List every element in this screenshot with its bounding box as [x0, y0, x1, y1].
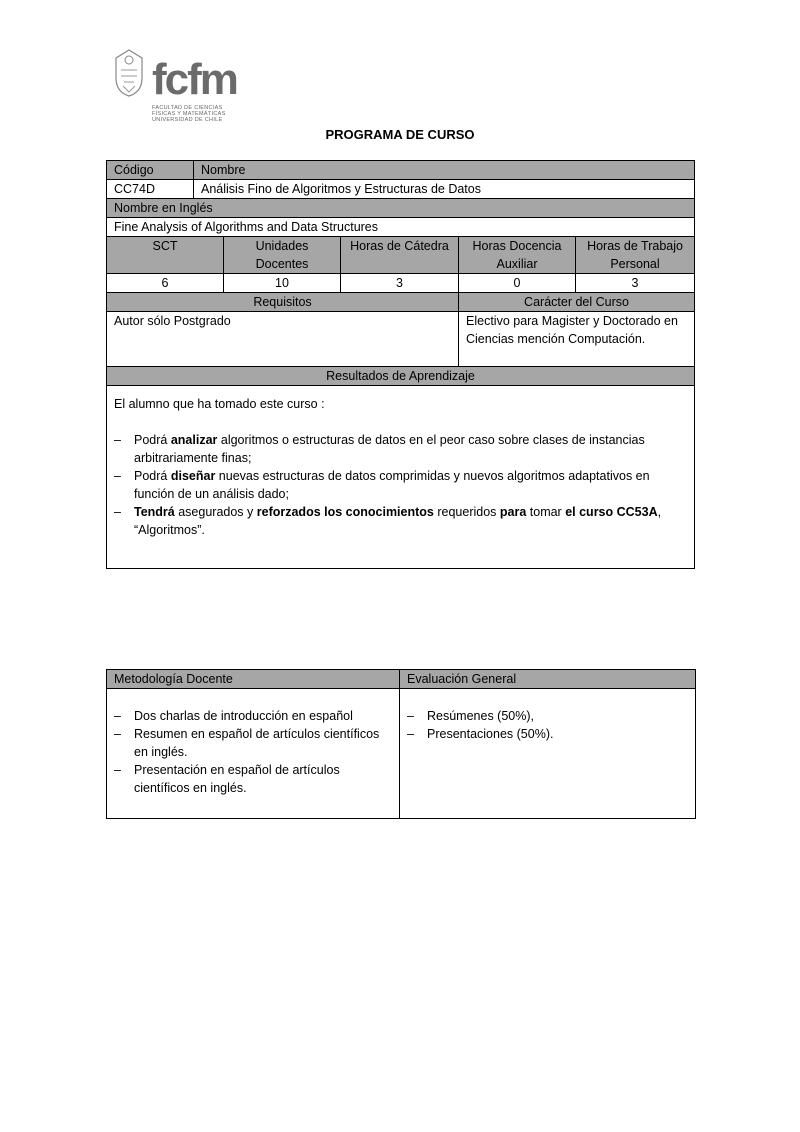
list-item: – Podrá diseñar nuevas estructuras de datos comprimidas y nuevos algoritmos adaptativos en función de un análisis dado;: [114, 467, 687, 503]
resultados-label: Resultados de Aprendizaje: [107, 367, 695, 386]
list-item: – Resumen en español de artículos científicos en inglés.: [114, 725, 392, 761]
metodologia-list: [114, 707, 392, 797]
hours-value-catedra: 3: [341, 274, 459, 293]
evaluacion-label: Evaluación General: [400, 670, 696, 689]
resultados-body: [107, 386, 695, 569]
hours-value-auxiliar: 0: [459, 274, 576, 293]
metodologia-table: [106, 669, 696, 819]
resultados-list: [114, 431, 687, 539]
requisitos-value: Autor sólo Postgrado: [107, 312, 459, 367]
hours-header-catedra: Horas de Cátedra: [341, 237, 459, 274]
code-label: Código: [107, 161, 194, 180]
hours-header-personal: Horas de Trabajo Personal: [576, 237, 695, 274]
hours-value-sct: 6: [107, 274, 224, 293]
logo-subtitle: FACULTAD DE CIENCIAS FÍSICAS Y MATEMÁTICAS UNIVERSIDAD DE CHILE: [152, 105, 226, 123]
hours-header-sct: SCT: [107, 237, 224, 274]
list-item: – Presentaciones (50%).: [407, 725, 688, 743]
english-name: Fine Analysis of Algorithms and Data Structures: [107, 218, 695, 237]
caracter-label: Carácter del Curso: [459, 293, 695, 312]
hours-value-personal: 3: [576, 274, 695, 293]
list-item: – Dos charlas de introducción en español: [114, 707, 392, 725]
hours-value-unidades: 10: [224, 274, 341, 293]
hours-header-unidades: Unidades Docentes: [224, 237, 341, 274]
name-label: Nombre: [194, 161, 695, 180]
fcfm-logo: [112, 48, 252, 128]
logo-brand: fcfm: [152, 55, 237, 104]
course-name: Análisis Fino de Algoritmos y Estructuras de Datos: [194, 180, 695, 199]
metodologia-label: Metodología Docente: [107, 670, 400, 689]
university-seal-icon: [112, 48, 146, 98]
list-item: – Presentación en español de artículos científicos en inglés.: [114, 761, 392, 797]
resultados-intro: El alumno que ha tomado este curso :: [114, 397, 325, 411]
page-title: PROGRAMA DE CURSO: [325, 127, 475, 142]
evaluacion-body: [400, 689, 696, 819]
requisitos-label: Requisitos: [107, 293, 459, 312]
hours-header-auxiliar: Horas Docencia Auxiliar: [459, 237, 576, 274]
evaluacion-list: [407, 707, 688, 743]
caracter-value: Electivo para Magister y Doctorado en Ciencias mención Computación.: [459, 312, 695, 367]
course-table: [106, 160, 695, 569]
english-name-label: Nombre en Inglés: [107, 199, 695, 218]
list-item: – Resúmenes (50%),: [407, 707, 688, 725]
list-item: – Tendrá asegurados y reforzados los conocimientos requeridos para tomar el curso CC53A, “Algoritmos”.: [114, 503, 687, 539]
course-code: CC74D: [107, 180, 194, 199]
metodologia-body: [107, 689, 400, 819]
list-item: – Podrá analizar algoritmos o estructuras de datos en el peor caso sobre clases de instancias arbitrariamente finas;: [114, 431, 687, 467]
